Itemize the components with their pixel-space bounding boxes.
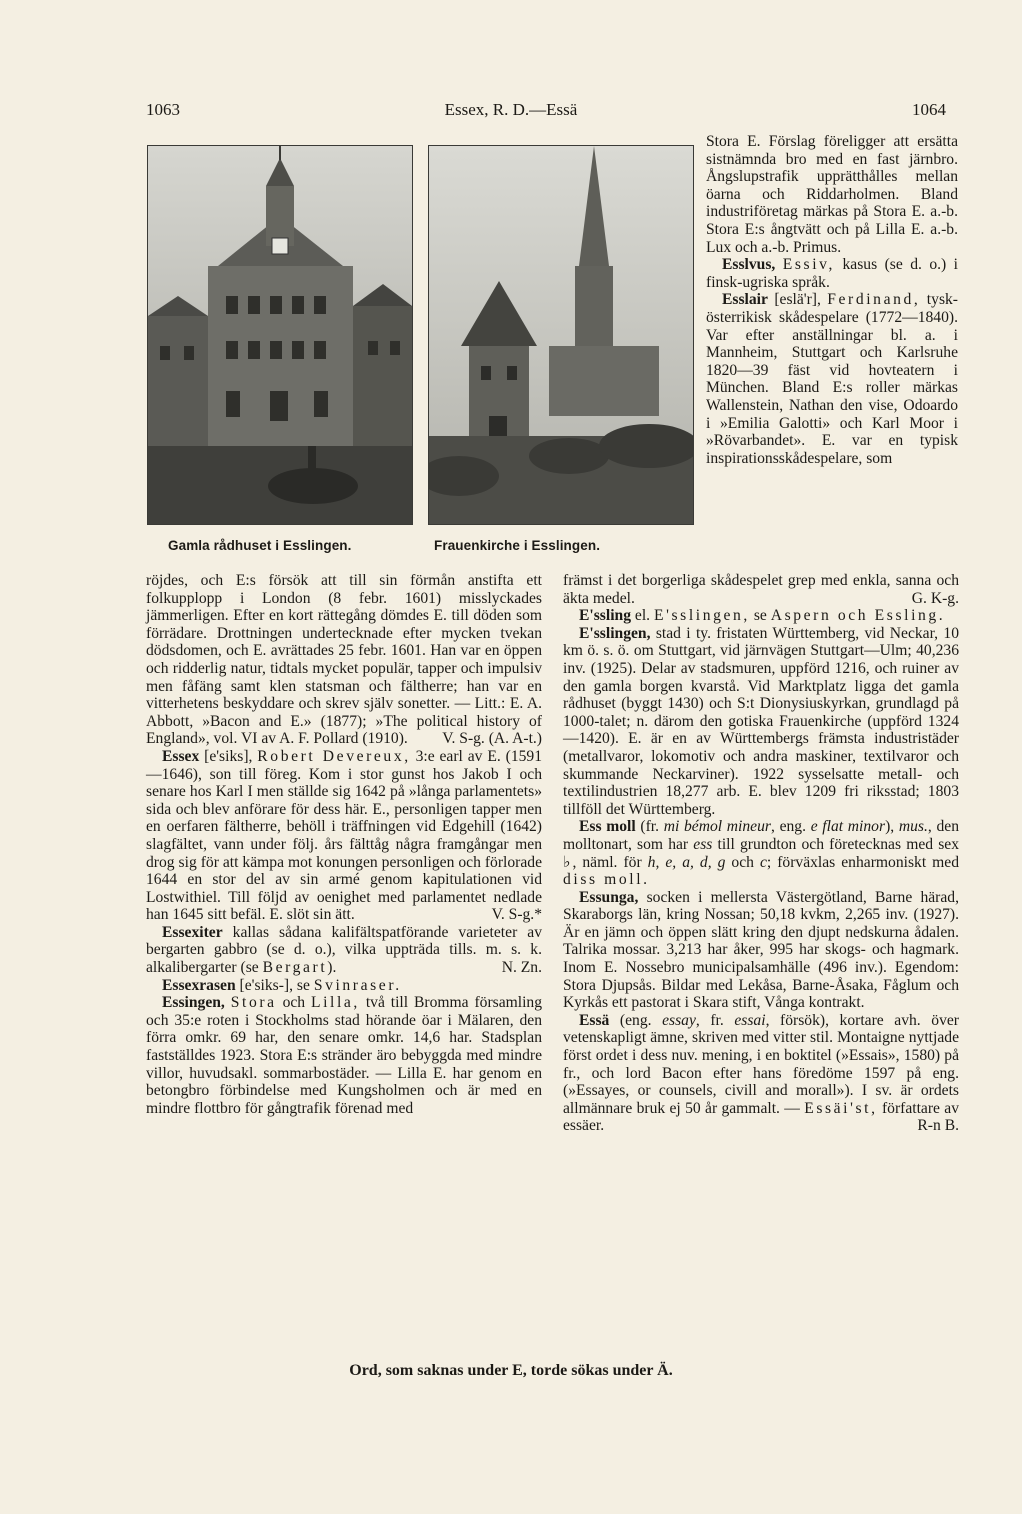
entry-text: två till Bromma församling och 35:e roten i Stockholms stad hörande öar i Mälaren, den förra omkr. 69 har, den senare omkr. 14,6 har. Stadsplan fastställdes 1923. Stora E:s stränder äro bebyggda med mindre villor, huvudsakl. sommarbostäder. — Lilla E. har genom en betongbro förbindelse med Kungsholmen och är med en mindre flottbro för gångtrafik förenad med	[146, 994, 543, 1117]
italic-term: essay	[662, 1011, 696, 1029]
entry-esslair	[706, 291, 958, 467]
photo-town-hall	[147, 145, 413, 525]
entry-text: tysk-österrikisk skådespelare (1772—1840). Var efter anställningar bl. a. i Mannheim, Stuttgart och Karlsruhe 1820—39 fäst vid hovteatern i München. Bland E:s roller märkas Wallenstein, Nathan den vise, Odoardo i »Emilia Galotti» och Karl Moor i »Rövarbandet». E. var en typisk inspirationsskådespelare, som	[706, 291, 958, 467]
entry-essexiter	[146, 924, 542, 977]
caption-frauenkirche: Frauenkirche i Esslingen.	[434, 538, 601, 553]
entry-text: författare av essäer.	[563, 1099, 960, 1135]
entry-text: el.	[631, 607, 654, 625]
entry-text: (eng.	[609, 1011, 663, 1029]
right-column	[563, 572, 959, 1135]
entry-text: 3:e earl av E. (1591—1646), son till föreg. Kom i stor gunst hos Jakob I och senare hos Karl I men ställde sig 1642 på »långa parlamentets» sida och blev anförare för dess här. E., personligen tapper men en oerfaren fältherre, behöll i träffningen vid Edgehill (1642) slagfältet, vann under följ. års fälttåg några framgångar men drog sig för att kämpa mot konungen personligen och förlorade 1644 en stor del av sin armé genom kapitulationen vid Lostwithiel. Till följd av oenighet med parlamentet nedlade han 1645 sitt befäl. E. slöt sin ätt.	[146, 747, 543, 924]
italic-term: mi bémol mineur	[663, 818, 771, 836]
right-column-top	[706, 133, 958, 467]
entry-essling	[563, 607, 959, 625]
frauenkirche-illustration	[429, 146, 693, 524]
entry-esslvus	[706, 256, 958, 291]
page-number-right: 1064	[912, 100, 946, 119]
entry-text: kasus (se d. o.) i finsk-ugriska språk.	[706, 256, 958, 291]
author-signature: R-n B.	[917, 1117, 959, 1135]
entry-text: [e'siks],	[199, 747, 258, 765]
entry-text: , eng.	[770, 818, 811, 836]
headword: Esslair	[722, 291, 768, 309]
entry-essunga	[563, 889, 959, 1012]
headword: Essexrasen	[162, 976, 236, 994]
headword: Esslvus,	[722, 256, 776, 274]
entry-text: , fr.	[695, 1011, 735, 1029]
footer-note: Ord, som saknas under E, torde sökas under Ä.	[349, 1362, 673, 1379]
paragraph	[563, 572, 959, 607]
entry-text: se	[749, 607, 771, 625]
spaced-name: Stora	[230, 994, 277, 1012]
headword: Essex	[162, 747, 200, 765]
entry-text: kallas sådana kalifältspatförande varieteter av bergarten gabbro (se d. o.), vilka uppträda tills. m. s. k. alkalibergarter (se	[146, 923, 542, 977]
entry-text: främst i det borgerliga skådespelet grep med enkla, sanna och äkta medel.	[563, 572, 959, 607]
photo-frauenkirche	[428, 145, 694, 525]
author-signature: V. S-g.*	[491, 906, 542, 924]
entry-text: socken i mellersta Västergötland, Barne härad, Skaraborgs län, kring Nossan; 50,18 kvkm, 2,265 inv. (1927). Är en jämn och öppen slätt kring den djupt nedskurna ådalen. Talrika mossar. 3,213 har åker, 995 har skogs- och hagmark. Inom E. Nossebro municipalsamhälle (496 inv.). Egendom: Stora Djupsås. Bildar med Lekåsa, Barne-Åsaka, Fåglum och Kyrkås ett pastorat i Skara stift, Vånga kontrakt.	[563, 888, 959, 1012]
entry-ess-moll	[563, 818, 959, 888]
spaced-name: Lilla,	[310, 994, 360, 1012]
entry-text: ).	[327, 959, 337, 977]
author-signature: G. K-g.	[911, 589, 959, 607]
entry-text: ; förväxlas enharmoniskt med	[766, 853, 960, 871]
headword: E'sslingen,	[579, 624, 651, 642]
author-signature: N. Zn.	[501, 959, 542, 977]
entry-essa	[563, 1012, 959, 1135]
entry-text: [eslä'r],	[767, 291, 828, 309]
italic-term: e flat minor	[810, 818, 886, 836]
entry-text: (fr.	[635, 818, 664, 836]
caption-town-hall: Gamla rådhuset i Esslingen.	[168, 538, 352, 553]
cross-reference: Svinraser.	[313, 976, 402, 994]
headword: Essingen,	[162, 994, 225, 1012]
entry-text: [e'siks-], se	[235, 976, 314, 994]
entry-text: röjdes, och E:s försök att till sin förmån anstifta ett folkupplopp i London (8 febr. 1601) misslyckades jämmerligen. Efter en kort rättegång dömdes E. till döden som förrädare. Drottningen undertecknade efter mycken tvekan dödsdomen, och E. avrättades 25 febr. 1601. Han var en öppen och ridderlig natur, tidtals mycket populär, tapper och impulsiv men fåfäng samt klen statsman och fältherre; han var en vitterhetens beskyddare och skrev själv sonetter. — Litt.: E. A. Abbott, »Bacon and E.» (1877); »The political history of England», vol. VI av A. F. Pollard (1910).	[146, 572, 542, 748]
italic-term: mus.	[898, 818, 928, 836]
cross-reference: Bergart	[262, 959, 328, 977]
running-head: Essex, R. D.—Essä	[444, 100, 578, 119]
author-signature: V. S-g. (A. A-t.)	[442, 730, 542, 748]
entry-text: , den molltonart, som har	[563, 818, 959, 853]
spaced-name: E'sslingen,	[653, 607, 750, 625]
entry-essex	[146, 748, 542, 924]
entry-text: och	[725, 853, 760, 871]
entry-esslingen	[563, 625, 959, 819]
headword: Essä	[579, 1011, 610, 1029]
headword: Essexiter	[162, 923, 223, 941]
entry-text: och	[276, 994, 311, 1012]
entry-text: till grundton och företecknas med sex ♭, näml. för	[563, 835, 959, 871]
left-column	[146, 572, 542, 1117]
italic-term: ess	[693, 835, 713, 853]
town-hall-illustration	[148, 146, 412, 524]
italic-term: h, e, a, d, g	[647, 853, 726, 871]
italic-term: essai	[734, 1011, 766, 1029]
entry-text: , försök), kortare avh. över vetenskapligt ämne, skriven med vitter stil. Montaigne nyttjade först ordet i dess nuv. mening, i en boktitel (»Essais», 1580) på fr., och lord Bacon efter hans föredöme 1597 på eng. (»Essayes, or counsels, civill and morall»). I sv. är ordets allmännare bruk ej 50 år gammalt. —	[563, 1011, 959, 1117]
entry-essingen	[146, 994, 542, 1117]
paragraph	[146, 572, 542, 748]
headword: E'ssling	[579, 607, 632, 625]
entry-essexrasen	[146, 977, 542, 995]
cross-reference: diss moll.	[563, 871, 650, 889]
entry-text: ),	[885, 818, 899, 836]
spaced-name: Essäi'st,	[804, 1099, 878, 1117]
paragraph: Stora E. Förslag föreligger att ersätta sistnämnda bro med en fast järnbro. Ångslupstrafik upprätthålles mellan öarna och Riddarholmen. Bland industriföretag märkas på Stora E. a.-b. Stora E:s ångtvätt och på Lilla E. a.-b. Lux och a.-b. Primus.	[706, 133, 958, 256]
spaced-name: Ferdinand,	[827, 291, 921, 309]
cross-reference: Aspern och Essling.	[770, 607, 946, 625]
entry-text: stad i ty. fristaten Württemberg, vid Neckar, 10 km ö. s. ö. om Stuttgart, vid järnvägen Stuttgart—Ulm; 40,236 inv. (1925). Delar av stadsmuren, uppförd 1216, och ruiner av den gamla borgen kvarstå. Vid Marktplatz ligga det gamla rådhuset (byggt 1430) och S:t Dionysiuskyrkan, grundlagd på 1000-talet; n. därom den gotiska Frauenkirche (uppförd 1324—1420). E. är en av Württembergs främsta industristäder (metallvaror, lokomotiv och andra maskiner, textilvaror och skummande Neckarviner). 1922 sysselsatte metall- och textilindustrien 18,277 arb. E. blev 1209 fri riksstad; 1803 tillföll det Württemberg.	[563, 624, 959, 818]
spaced-name: Robert Devereux,	[257, 747, 411, 765]
italic-term: c	[759, 853, 767, 871]
page-number-left: 1063	[146, 100, 180, 119]
headword: Essunga,	[579, 888, 639, 906]
headword: Ess moll	[579, 818, 636, 836]
spaced-name: Essiv,	[782, 256, 836, 274]
